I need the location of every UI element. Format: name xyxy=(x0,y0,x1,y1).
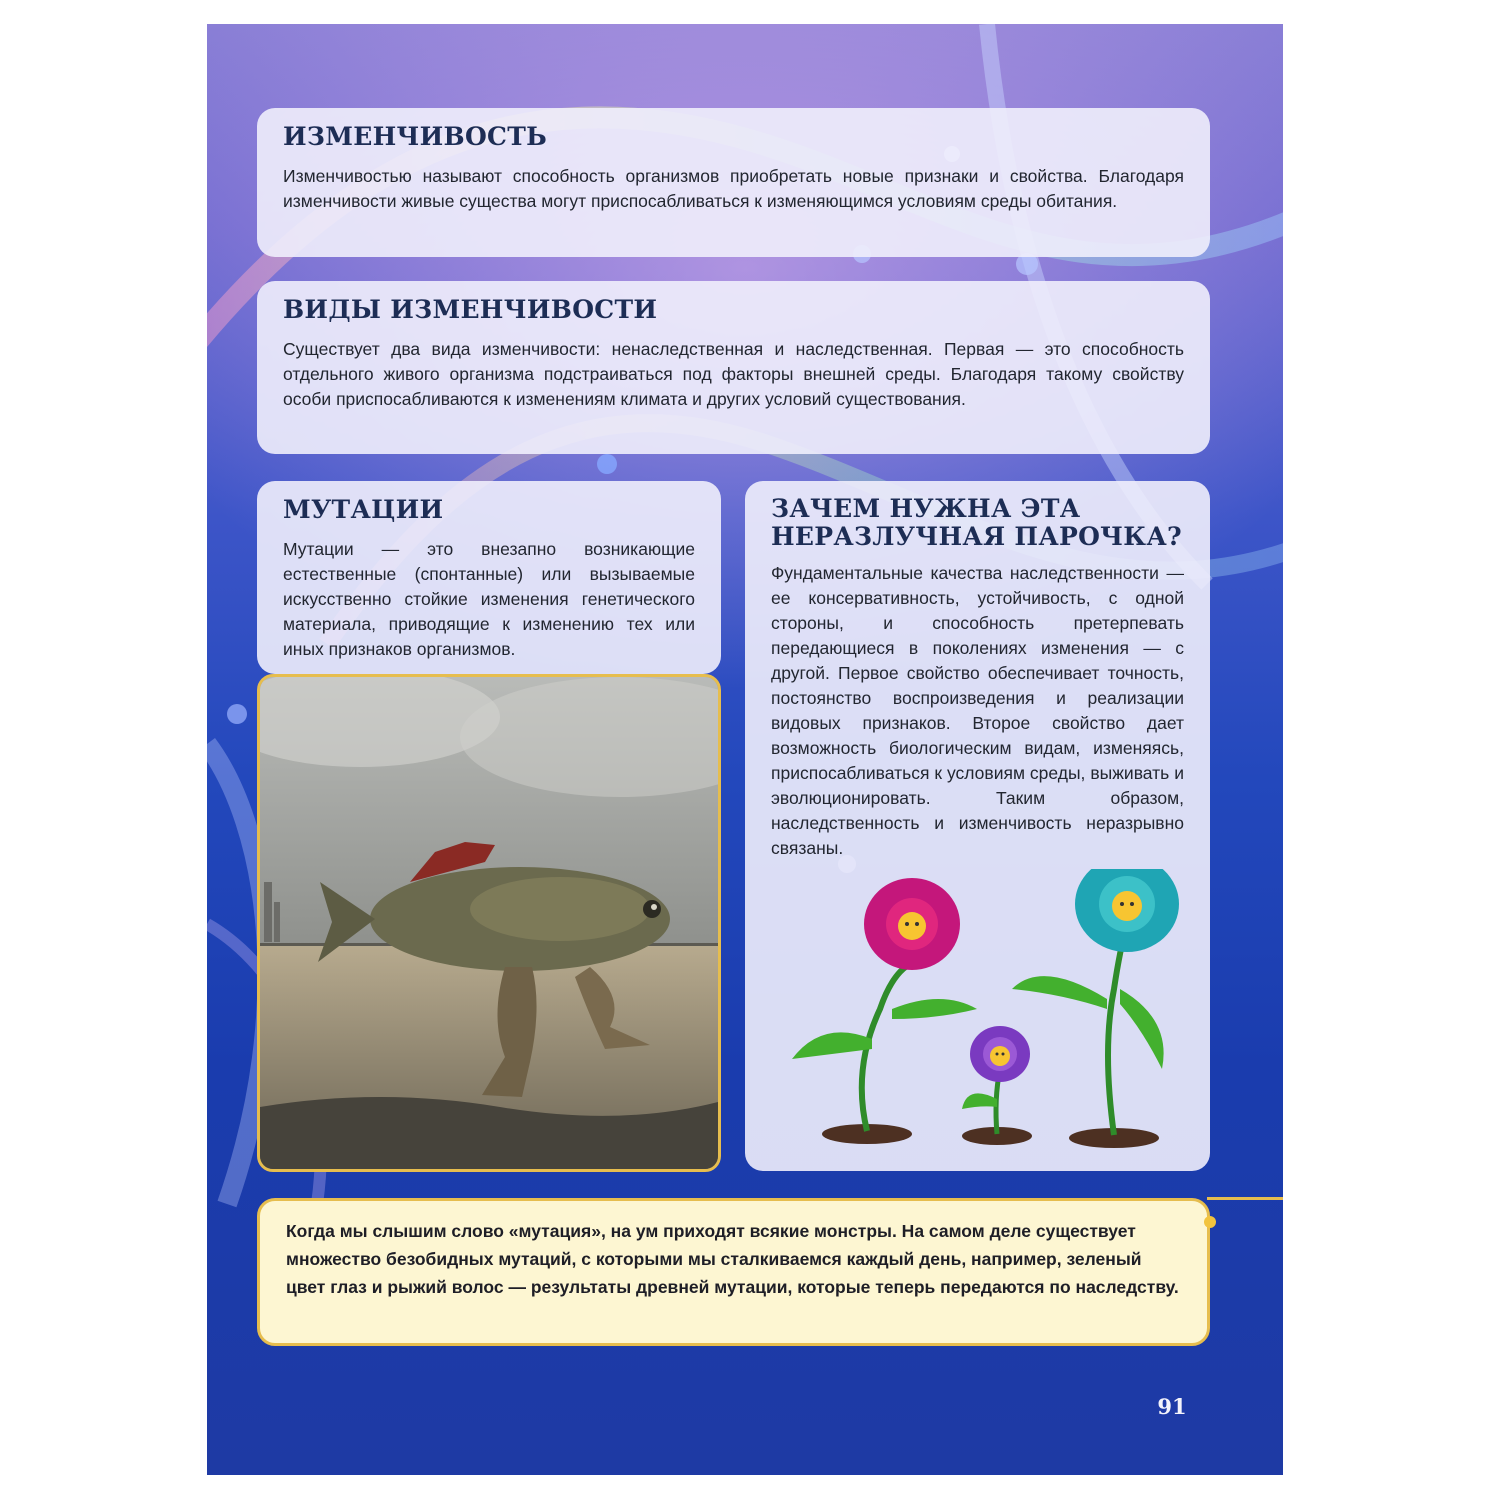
variability-types-text: Существует два вида изменчивости: ненаследственная и наследственная. Первая — это способность отдельного живого организма подстраиваться под факторы внешней среды. Благодаря такому свойству особи приспосабливаются к изменениям климата и других условий существования. xyxy=(283,339,1184,409)
variability-panel xyxy=(257,108,1210,257)
fact-marker-dot xyxy=(1204,1216,1216,1228)
mutant-fish-photo xyxy=(257,674,721,1172)
mutations-title: МУТАЦИИ xyxy=(283,495,444,524)
book-page xyxy=(207,24,1283,1475)
fact-box xyxy=(257,1198,1210,1346)
page-number: 91 xyxy=(1157,1394,1187,1419)
fact-divider-line xyxy=(1207,1197,1283,1200)
heredity-variability-text: Фундаментальные качества наследственности — ее консервативность, устойчивость, с одной стороны, и способность претерпевать передающиеся в поколениях изменения — с другой. Первое свойство обеспечивает точность, постоянство воспроизведения и реализации видовых признаков. Второе свойство дает возможность биологическим видам, изменяясь, приспосабливаться к условиям среды, выживать и эволюционировать. Таким образом, наследственность и изменчивость неразрывно связаны. xyxy=(771,563,1184,858)
mutations-text: Мутации — это внезапно возникающие естественные (спонтанные) или вызываемые искусственно стойкие изменения генетического материала, приводящие к изменению тех или иных признаков организмов. xyxy=(283,539,695,659)
variability-text: Изменчивостью называют способность организмов приобретать новые признаки и свойства. Благодаря изменчивости живые существа могут приспосабливаться к изменяющимся условиям среды обитания. xyxy=(283,166,1184,211)
cartoon-flowers-illustration xyxy=(772,869,1192,1159)
variability-title: ИЗМЕНЧИВОСТЬ xyxy=(283,122,548,151)
heredity-variability-title: ЗАЧЕМ НУЖНА ЭТА НЕРАЗЛУЧНАЯ ПАРОЧКА? xyxy=(771,494,1182,551)
variability-types-panel xyxy=(257,281,1210,454)
mutations-panel xyxy=(257,481,721,674)
fact-text: Когда мы слышим слово «мутация», на ум приходят всякие монстры. На самом деле существует множество безобидных мутаций, с которыми мы сталкиваемся каждый день, например, зеленый цвет глаз и рыжий волос — результаты древней мутации, которые теперь передаются по наследству. xyxy=(286,1221,1179,1297)
variability-types-title: ВИДЫ ИЗМЕНЧИВОСТИ xyxy=(283,295,658,324)
